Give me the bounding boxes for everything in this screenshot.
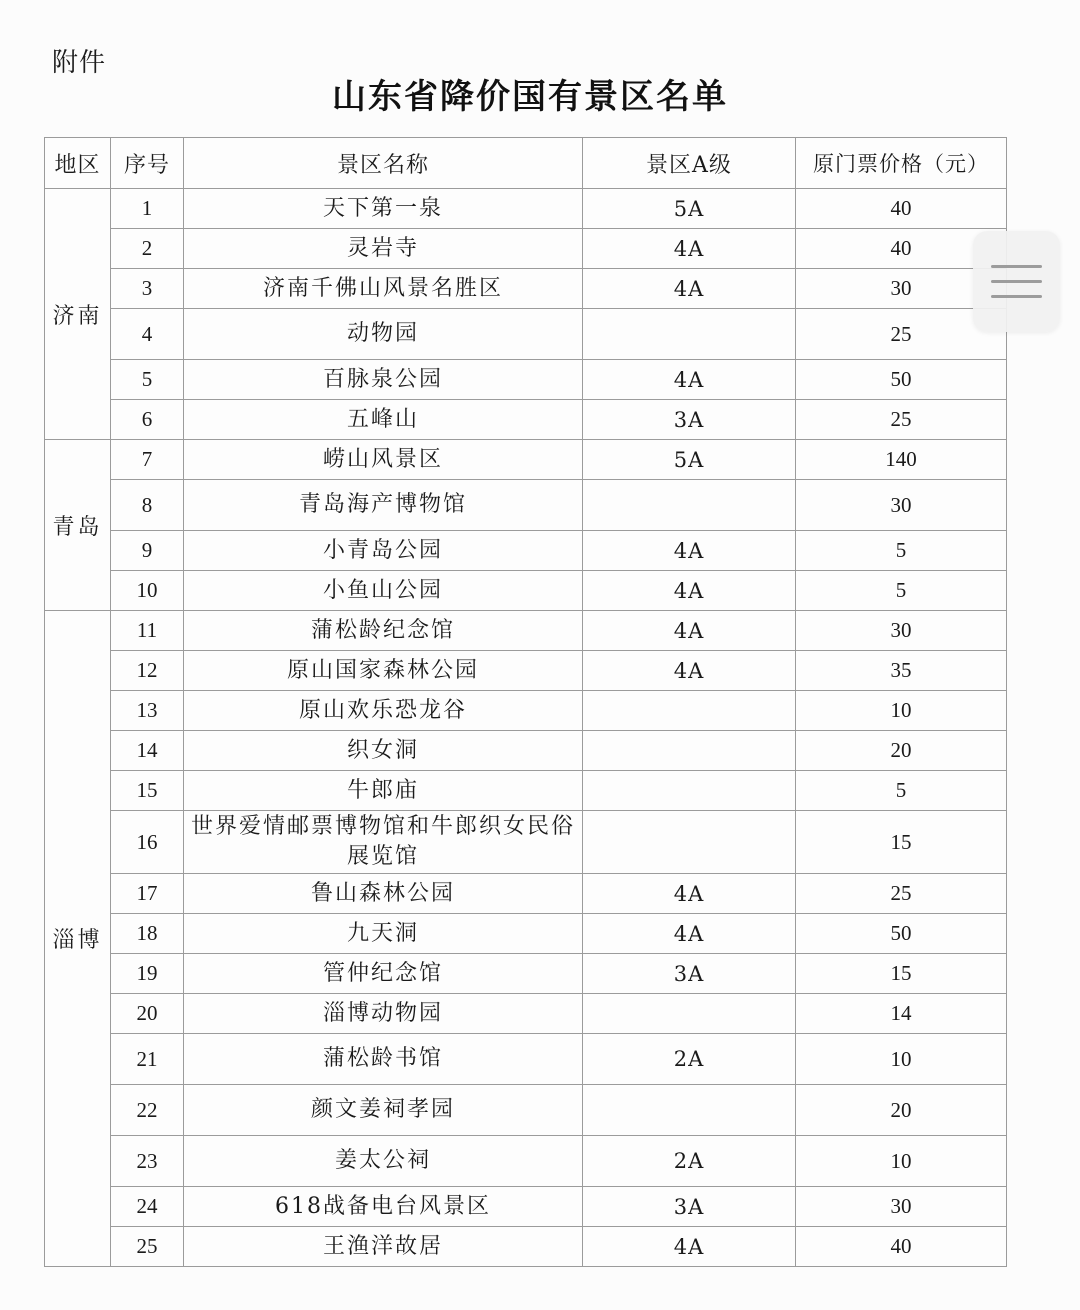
scenic-level-cell: 4A [583, 360, 796, 400]
ticket-price-cell: 40 [796, 1227, 1007, 1267]
row-index-cell: 15 [111, 771, 184, 811]
ticket-price-cell: 25 [796, 874, 1007, 914]
row-index-cell: 19 [111, 954, 184, 994]
table-row [45, 1136, 1007, 1187]
table-row [45, 480, 1007, 531]
ticket-price-cell: 30 [796, 611, 1007, 651]
row-index-cell: 7 [111, 440, 184, 480]
scenic-name-cell: 动物园 [184, 309, 583, 360]
ticket-price-cell: 5 [796, 571, 1007, 611]
scenic-level-cell [583, 1085, 796, 1136]
table-row [45, 731, 1007, 771]
column-header-region: 地区 [45, 138, 111, 189]
table-row [45, 269, 1007, 309]
table-row [45, 229, 1007, 269]
scenic-level-cell: 3A [583, 954, 796, 994]
scenic-level-cell [583, 691, 796, 731]
scenic-name-cell: 天下第一泉 [184, 189, 583, 229]
scenic-name-cell: 618战备电台风景区 [184, 1187, 583, 1227]
ticket-price-cell: 10 [796, 1136, 1007, 1187]
scenic-name-cell: 淄博动物园 [184, 994, 583, 1034]
ticket-price-cell: 5 [796, 771, 1007, 811]
ticket-price-cell: 50 [796, 914, 1007, 954]
row-index-cell: 4 [111, 309, 184, 360]
scenic-name-cell: 小青岛公园 [184, 531, 583, 571]
table-row [45, 954, 1007, 994]
scenic-level-cell: 3A [583, 400, 796, 440]
ticket-price-cell: 30 [796, 480, 1007, 531]
ticket-price-cell: 20 [796, 731, 1007, 771]
column-header-name: 景区名称 [184, 138, 583, 189]
scenic-name-cell: 姜太公祠 [184, 1136, 583, 1187]
table-row [45, 1085, 1007, 1136]
row-index-cell: 17 [111, 874, 184, 914]
table-row [45, 611, 1007, 651]
row-index-cell: 3 [111, 269, 184, 309]
row-index-cell: 24 [111, 1187, 184, 1227]
table-row [45, 691, 1007, 731]
table-row [45, 994, 1007, 1034]
table-row [45, 914, 1007, 954]
scenic-name-cell: 蒲松龄书馆 [184, 1034, 583, 1085]
ticket-price-cell: 50 [796, 360, 1007, 400]
scenic-level-cell: 2A [583, 1034, 796, 1085]
scenic-name-cell: 百脉泉公园 [184, 360, 583, 400]
ticket-price-cell: 5 [796, 531, 1007, 571]
page-title: 山东省降价国有景区名单 [332, 77, 728, 117]
scenic-level-cell: 4A [583, 874, 796, 914]
hamburger-menu-icon-bar-3 [991, 295, 1042, 298]
scenic-spots-table-container [44, 137, 1006, 1267]
scenic-spots-table [44, 137, 1007, 1267]
table-row [45, 771, 1007, 811]
table-row [45, 360, 1007, 400]
ticket-price-cell: 25 [796, 309, 1007, 360]
row-index-cell: 25 [111, 1227, 184, 1267]
hamburger-menu-icon-bar-1 [991, 265, 1042, 268]
row-index-cell: 11 [111, 611, 184, 651]
scenic-level-cell: 4A [583, 914, 796, 954]
scenic-level-cell [583, 994, 796, 1034]
scenic-name-cell: 原山国家森林公园 [184, 651, 583, 691]
ticket-price-cell: 15 [796, 954, 1007, 994]
scenic-level-cell: 5A [583, 189, 796, 229]
row-index-cell: 6 [111, 400, 184, 440]
scenic-level-cell [583, 731, 796, 771]
ticket-price-cell: 10 [796, 1034, 1007, 1085]
row-index-cell: 12 [111, 651, 184, 691]
row-index-cell: 10 [111, 571, 184, 611]
scenic-level-cell [583, 811, 796, 874]
scenic-name-cell: 颜文姜祠孝园 [184, 1085, 583, 1136]
scenic-level-cell [583, 309, 796, 360]
table-row [45, 811, 1007, 874]
column-header-index: 序号 [111, 138, 184, 189]
ticket-price-cell: 30 [796, 1187, 1007, 1227]
scenic-name-cell: 济南千佛山风景名胜区 [184, 269, 583, 309]
table-header-row [45, 138, 1007, 189]
region-cell: 青岛 [45, 440, 111, 611]
ticket-price-cell: 10 [796, 691, 1007, 731]
table-row [45, 1034, 1007, 1085]
table-row [45, 651, 1007, 691]
scenic-level-cell: 4A [583, 229, 796, 269]
table-row [45, 309, 1007, 360]
table-body [45, 189, 1007, 1267]
row-index-cell: 23 [111, 1136, 184, 1187]
table-row [45, 571, 1007, 611]
scenic-name-cell: 鲁山森林公园 [184, 874, 583, 914]
row-index-cell: 8 [111, 480, 184, 531]
row-index-cell: 5 [111, 360, 184, 400]
row-index-cell: 2 [111, 229, 184, 269]
row-index-cell: 14 [111, 731, 184, 771]
table-row [45, 1187, 1007, 1227]
scenic-name-cell: 小鱼山公园 [184, 571, 583, 611]
scenic-level-cell: 4A [583, 531, 796, 571]
table-row [45, 440, 1007, 480]
table-row [45, 400, 1007, 440]
row-index-cell: 16 [111, 811, 184, 874]
scenic-level-cell: 4A [583, 651, 796, 691]
column-header-level: 景区A级 [583, 138, 796, 189]
ticket-price-cell: 14 [796, 994, 1007, 1034]
floating-menu-button[interactable] [973, 231, 1060, 332]
row-index-cell: 1 [111, 189, 184, 229]
column-header-price: 原门票价格（元） [796, 138, 1007, 189]
row-index-cell: 9 [111, 531, 184, 571]
scenic-name-cell: 织女洞 [184, 731, 583, 771]
scenic-level-cell: 4A [583, 269, 796, 309]
scenic-level-cell: 4A [583, 1227, 796, 1267]
scenic-level-cell [583, 771, 796, 811]
scenic-level-cell: 4A [583, 571, 796, 611]
scenic-name-cell: 王渔洋故居 [184, 1227, 583, 1267]
row-index-cell: 13 [111, 691, 184, 731]
ticket-price-cell: 15 [796, 811, 1007, 874]
ticket-price-cell: 25 [796, 400, 1007, 440]
scenic-name-cell: 青岛海产博物馆 [184, 480, 583, 531]
scenic-name-cell: 原山欢乐恐龙谷 [184, 691, 583, 731]
scenic-level-cell: 2A [583, 1136, 796, 1187]
table-row [45, 531, 1007, 571]
ticket-price-cell: 40 [796, 229, 1007, 269]
scenic-name-cell: 蒲松龄纪念馆 [184, 611, 583, 651]
hamburger-menu-icon-bar-2 [991, 280, 1042, 283]
scenic-name-cell: 牛郎庙 [184, 771, 583, 811]
ticket-price-cell: 30 [796, 269, 1007, 309]
table-row [45, 874, 1007, 914]
row-index-cell: 21 [111, 1034, 184, 1085]
scenic-name-cell: 世界爱情邮票博物馆和牛郎织女民俗展览馆 [184, 811, 583, 874]
scenic-level-cell: 4A [583, 611, 796, 651]
table-row [45, 1227, 1007, 1267]
scenic-name-cell: 崂山风景区 [184, 440, 583, 480]
scenic-name-cell: 管仲纪念馆 [184, 954, 583, 994]
ticket-price-cell: 140 [796, 440, 1007, 480]
table-header [45, 138, 1007, 189]
attachment-label: 附件 [52, 48, 107, 78]
scenic-name-cell: 五峰山 [184, 400, 583, 440]
scenic-name-cell: 九天洞 [184, 914, 583, 954]
ticket-price-cell: 35 [796, 651, 1007, 691]
ticket-price-cell: 20 [796, 1085, 1007, 1136]
ticket-price-cell: 40 [796, 189, 1007, 229]
table-row [45, 189, 1007, 229]
scenic-name-cell: 灵岩寺 [184, 229, 583, 269]
row-index-cell: 20 [111, 994, 184, 1034]
scenic-level-cell [583, 480, 796, 531]
scenic-level-cell: 5A [583, 440, 796, 480]
row-index-cell: 18 [111, 914, 184, 954]
region-cell: 济南 [45, 189, 111, 440]
scenic-level-cell: 3A [583, 1187, 796, 1227]
row-index-cell: 22 [111, 1085, 184, 1136]
region-cell: 淄博 [45, 611, 111, 1267]
